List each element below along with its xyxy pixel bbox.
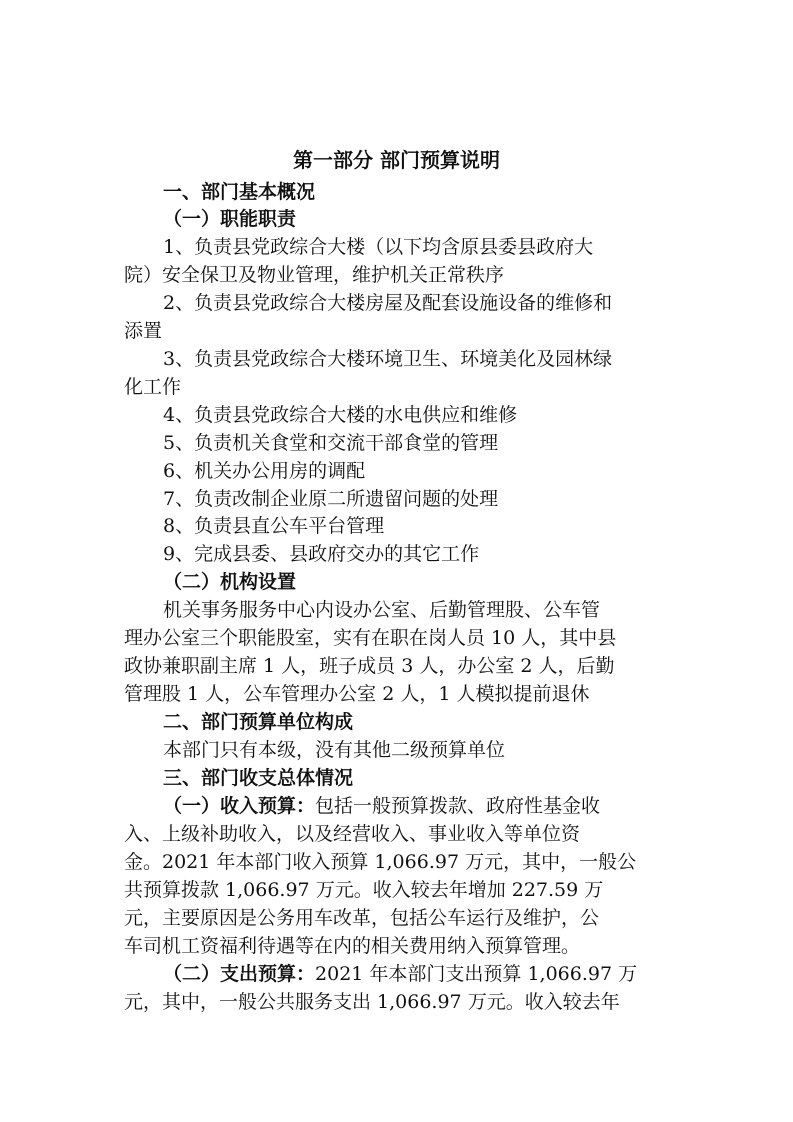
duty-item-1-line-1: 1、负责县党政综合大楼（以下均含原县委县政府大 <box>163 236 594 258</box>
duty-item-3-line-1: 3、负责县党政综合大楼环境卫生、环境美化及园林绿 <box>163 348 613 370</box>
section-3-heading: 三、部门收支总体情况 <box>163 767 354 789</box>
income-label: （一）收入预算： <box>163 795 316 817</box>
income-line-3: 金。2021 年本部门收入预算 1,066.97 万元，其中，一般公 <box>124 851 637 873</box>
income-first-line-text: 包括一般预算拨款、政府性基金收 <box>315 795 601 817</box>
organization-line-2: 理办公室三个职能股室，实有在职在岗人员 10 人，其中县 <box>124 627 617 649</box>
section-2-heading: 二、部门预算单位构成 <box>163 711 354 733</box>
duty-item-5: 5、负责机关食堂和交流干部食堂的管理 <box>163 432 499 454</box>
income-first-line <box>163 794 600 818</box>
income-line-4: 共预算拨款 1,066.97 万元。收入较去年增加 227.59 万 <box>124 879 604 901</box>
income-line-6: 车司机工资福利待遇等在内的相关费用纳入预算管理。 <box>124 935 581 957</box>
duty-item-9: 9、完成县委、县政府交办的其它工作 <box>163 543 480 565</box>
expense-first-line <box>163 962 637 986</box>
duty-item-1-line-2: 院）安全保卫及物业管理，维护机关正常秩序 <box>124 264 505 286</box>
duty-item-7: 7、负责改制企业原二所遗留问题的处理 <box>163 488 499 510</box>
expense-line-2: 元，其中，一般公共服务支出 1,066.97 万元。收入较去年 <box>124 991 620 1013</box>
income-line-2: 入、上级补助收入，以及经营收入、事业收入等单位资 <box>124 823 581 845</box>
organization-line-4: 管理股 1 人，公车管理办公室 2 人，1 人模拟提前退休 <box>124 683 590 705</box>
section-1-heading: 一、部门基本概况 <box>163 181 316 203</box>
duty-item-2-line-2: 添置 <box>124 320 163 342</box>
section-2-text: 本部门只有本级，没有其他二级预算单位 <box>163 739 506 761</box>
duty-item-2-line-1: 2、负责县党政综合大楼房屋及配套设施设备的维修和 <box>163 292 613 314</box>
income-line-5: 元，主要原因是公务用车改革，包括公车运行及维护，公 <box>124 907 600 929</box>
organization-line-1: 机关事务服务中心内设办公室、后勤管理股、公车管 <box>163 599 601 621</box>
expense-label: （二）支出预算： <box>163 963 316 985</box>
duty-item-6: 6、机关办公用房的调配 <box>163 460 366 482</box>
duty-item-4: 4、负责县党政综合大楼的水电供应和维修 <box>163 404 518 426</box>
duty-item-3-line-2: 化工作 <box>124 376 182 398</box>
subsection-organization-heading: （二）机构设置 <box>163 571 297 593</box>
expense-first-line-text: 2021 年本部门支出预算 1,066.97 万 <box>315 963 638 985</box>
subsection-duties-heading: （一）职能职责 <box>163 208 297 230</box>
page-title: 第一部分 部门预算说明 <box>293 148 500 172</box>
duty-item-8: 8、负责县直公车平台管理 <box>163 515 385 537</box>
organization-line-3: 政协兼职副主席 1 人，班子成员 3 人，办公室 2 人，后勤 <box>124 655 615 677</box>
